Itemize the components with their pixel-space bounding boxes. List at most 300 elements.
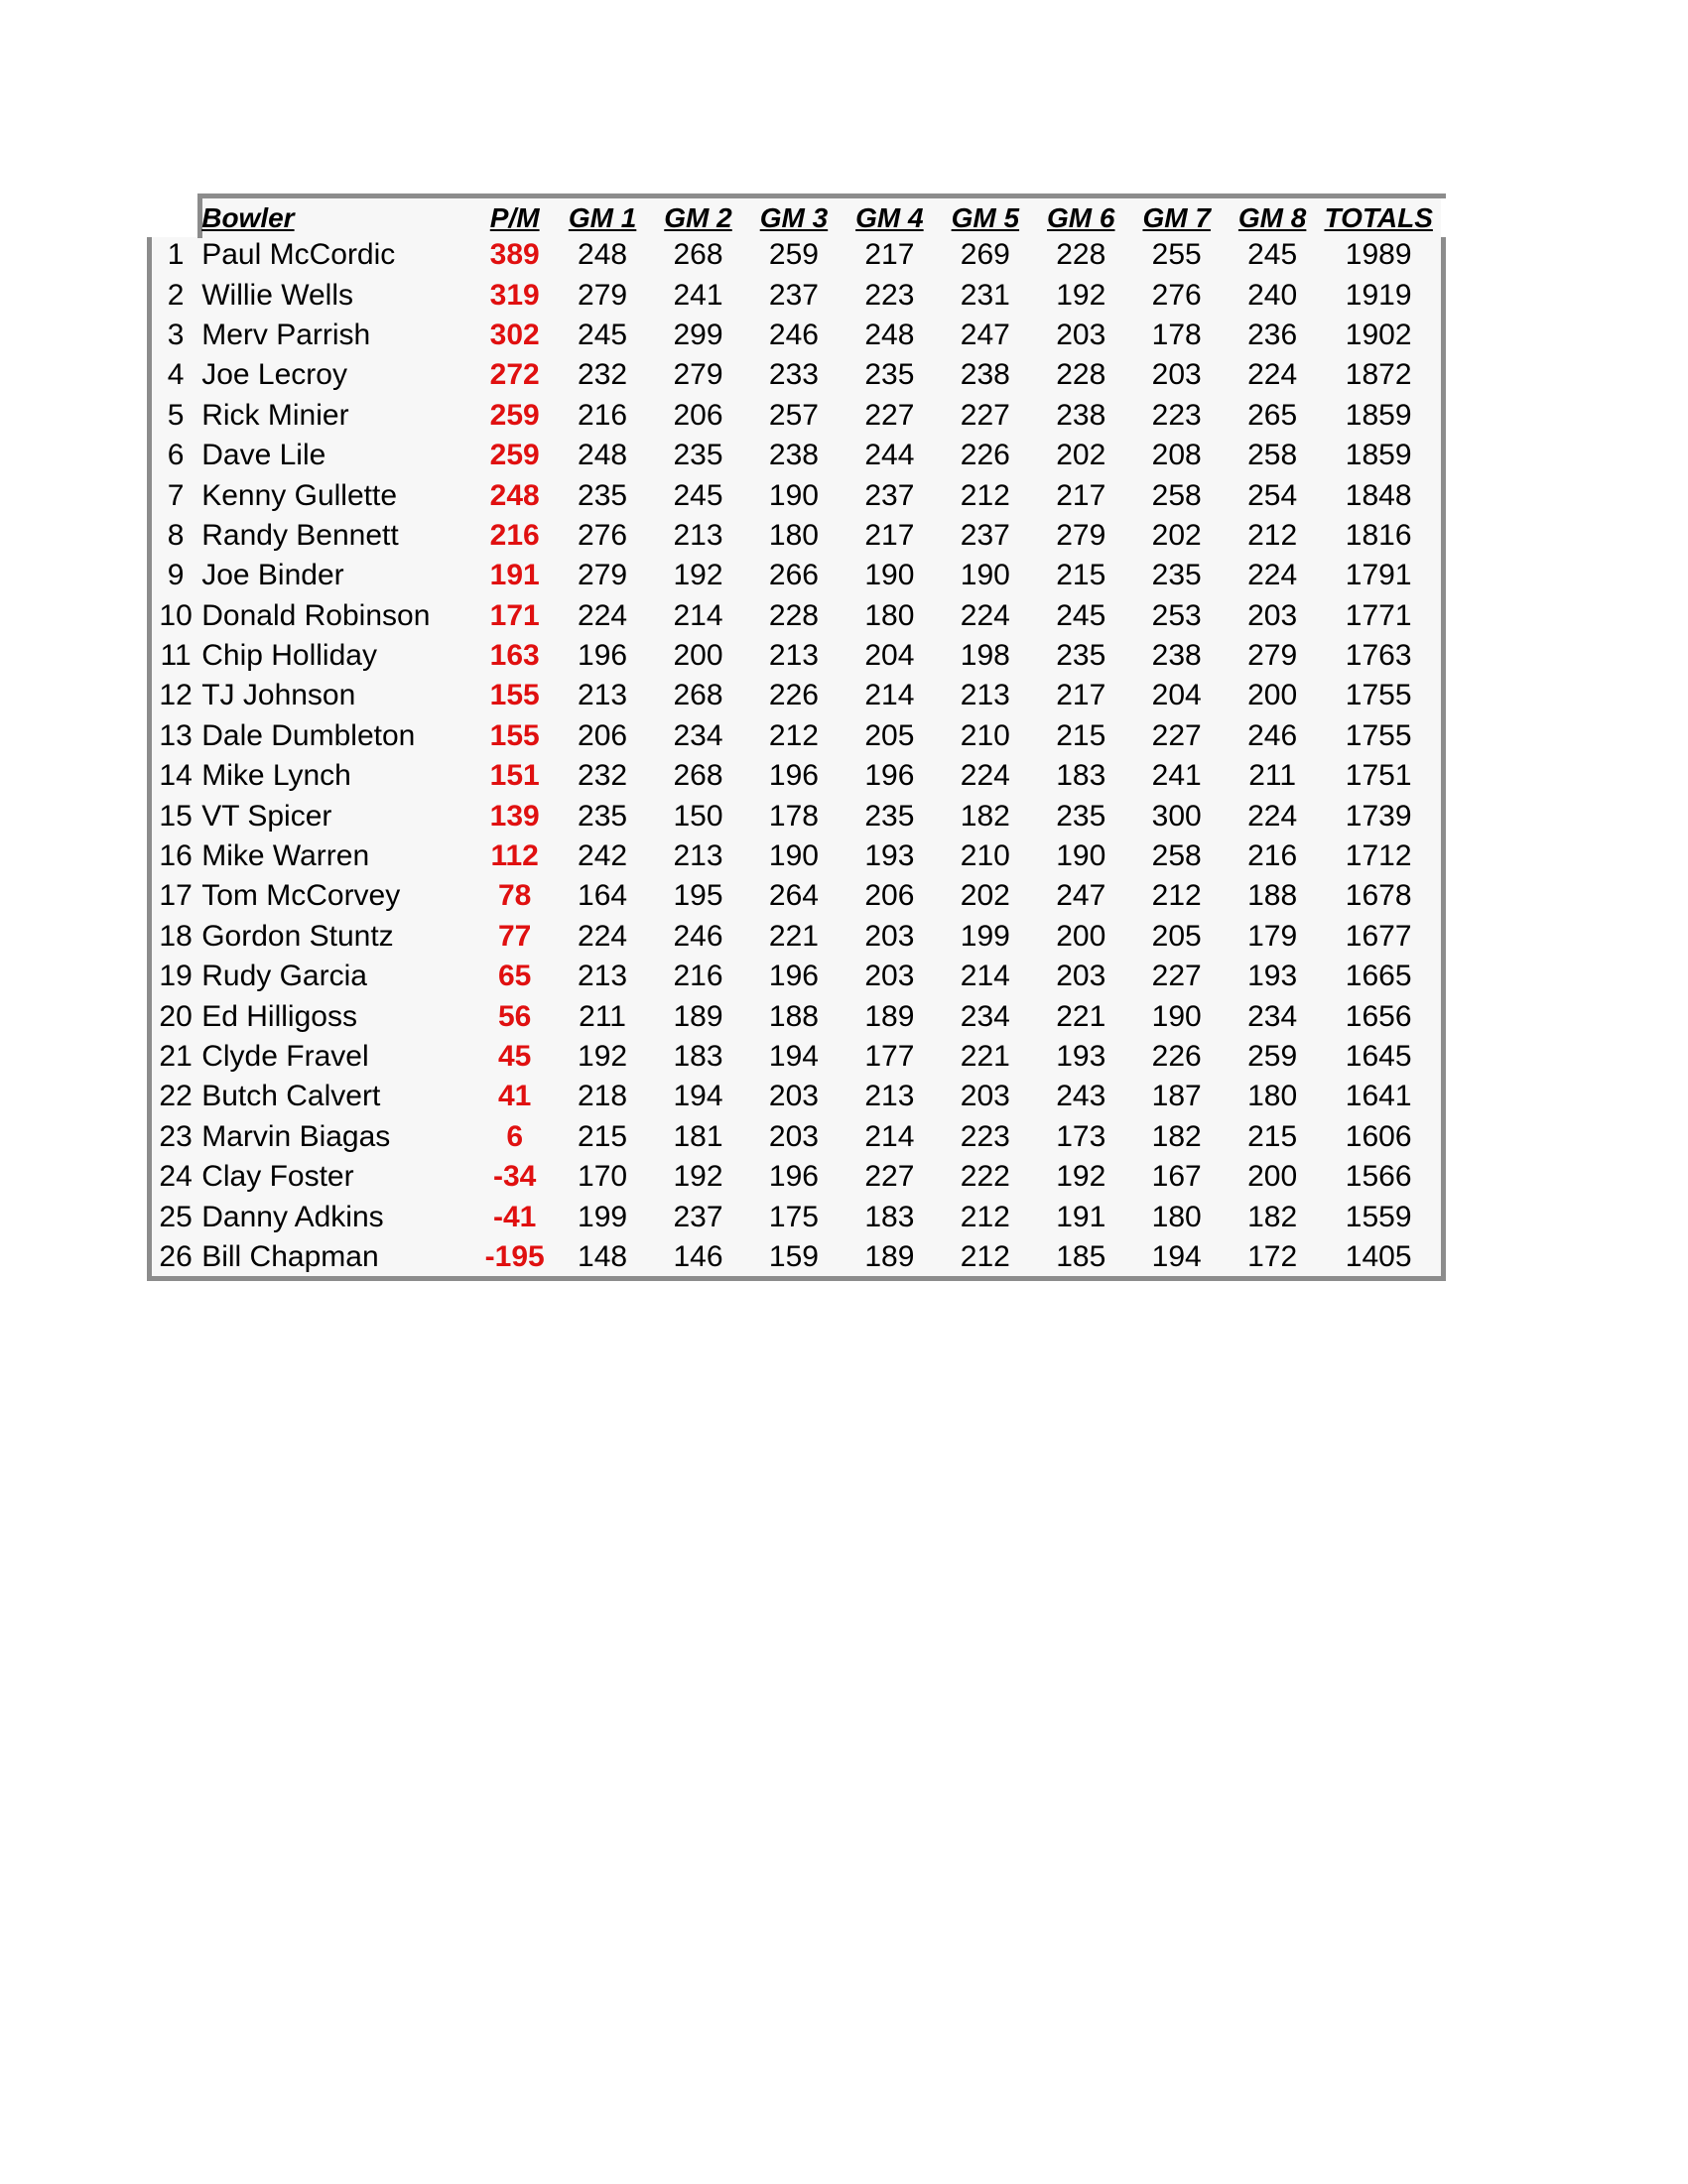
- gm4-cell: 193: [864, 839, 915, 873]
- pm-cell: 139: [489, 799, 540, 833]
- totals-cell: 1677: [1345, 919, 1412, 953]
- gm4-cell: 214: [864, 679, 915, 712]
- rank-cell: 3: [167, 318, 185, 351]
- gm1-cell: 148: [578, 1239, 628, 1273]
- gm3-cell: 178: [768, 799, 819, 833]
- pm-cell: 155: [489, 718, 540, 752]
- gm4-cell: 213: [864, 1080, 915, 1113]
- table-row: [152, 275, 1437, 315]
- totals-cell: 1606: [1345, 1119, 1412, 1153]
- gm3-cell: 259: [768, 238, 819, 272]
- totals-cell: 1678: [1345, 879, 1412, 913]
- rank-cell: 20: [159, 999, 193, 1033]
- gm2-cell: 192: [673, 559, 723, 592]
- gm4-cell: 189: [864, 1239, 915, 1273]
- totals-cell: 1739: [1345, 799, 1412, 833]
- header-gm5: GM 5: [951, 202, 1020, 233]
- gm5-cell: 247: [960, 318, 1010, 351]
- totals-cell: 1919: [1345, 278, 1412, 312]
- gm5-cell: 224: [960, 598, 1010, 632]
- bowler-name-cell: Rudy Garcia: [201, 960, 367, 993]
- bowler-name-cell: Rick Minier: [201, 398, 349, 432]
- gm3-cell: 190: [768, 839, 819, 873]
- gm5-cell: 213: [960, 679, 1010, 712]
- bowler-name-cell: Willie Wells: [201, 278, 354, 312]
- gm8-cell: 265: [1247, 398, 1298, 432]
- gm8-cell: 203: [1247, 598, 1298, 632]
- gm4-cell: 196: [864, 759, 915, 793]
- gm1-cell: 224: [578, 598, 628, 632]
- gm6-cell: 215: [1056, 718, 1106, 752]
- rank-cell: 4: [167, 358, 185, 392]
- totals-cell: 1859: [1345, 398, 1412, 432]
- gm1-cell: 235: [578, 478, 628, 512]
- gm3-cell: 246: [768, 318, 819, 351]
- bowler-name-cell: Mike Lynch: [201, 759, 351, 793]
- table-row: [152, 836, 1437, 876]
- rank-cell: 9: [167, 559, 185, 592]
- gm6-cell: 243: [1056, 1080, 1106, 1113]
- totals-cell: 1559: [1345, 1200, 1412, 1233]
- gm4-cell: 248: [864, 318, 915, 351]
- gm3-cell: 238: [768, 439, 819, 472]
- gm6-cell: 215: [1056, 559, 1106, 592]
- gm6-cell: 228: [1056, 238, 1106, 272]
- gm4-cell: 217: [864, 238, 915, 272]
- gm7-cell: 204: [1151, 679, 1202, 712]
- gm5-cell: 224: [960, 759, 1010, 793]
- gm5-cell: 227: [960, 398, 1010, 432]
- gm1-cell: 232: [578, 759, 628, 793]
- pm-cell: 259: [489, 398, 540, 432]
- gm8-cell: 224: [1247, 799, 1298, 833]
- gm2-cell: 146: [673, 1239, 723, 1273]
- gm3-cell: 226: [768, 679, 819, 712]
- rank-cell: 22: [159, 1080, 193, 1113]
- gm2-cell: 237: [673, 1200, 723, 1233]
- gm6-cell: 203: [1056, 960, 1106, 993]
- gm8-cell: 258: [1247, 439, 1298, 472]
- rank-cell: 2: [167, 278, 185, 312]
- pm-cell: 41: [497, 1080, 532, 1113]
- gm2-cell: 235: [673, 439, 723, 472]
- gm7-cell: 208: [1151, 439, 1202, 472]
- gm8-cell: 216: [1247, 839, 1298, 873]
- gm2-cell: 194: [673, 1080, 723, 1113]
- gm1-cell: 213: [578, 679, 628, 712]
- gm5-cell: 214: [960, 960, 1010, 993]
- gm2-cell: 206: [673, 398, 723, 432]
- gm8-cell: 245: [1247, 238, 1298, 272]
- gm3-cell: 203: [768, 1119, 819, 1153]
- gm4-cell: 203: [864, 960, 915, 993]
- gm4-cell: 244: [864, 439, 915, 472]
- gm8-cell: 224: [1247, 358, 1298, 392]
- bowler-name-cell: VT Spicer: [201, 799, 332, 833]
- gm7-cell: 212: [1151, 879, 1202, 913]
- rank-cell: 19: [159, 960, 193, 993]
- header-gm7: GM 7: [1142, 202, 1211, 233]
- gm7-cell: 258: [1151, 839, 1202, 873]
- rank-cell: 15: [159, 799, 193, 833]
- gm5-cell: 212: [960, 478, 1010, 512]
- gm8-cell: 224: [1247, 559, 1298, 592]
- pm-cell: 171: [489, 598, 540, 632]
- gm1-cell: 279: [578, 559, 628, 592]
- gm4-cell: 183: [864, 1200, 915, 1233]
- gm1-cell: 215: [578, 1119, 628, 1153]
- header-gm1: GM 1: [568, 202, 637, 233]
- gm1-cell: 232: [578, 358, 628, 392]
- gm6-cell: 192: [1056, 1160, 1106, 1194]
- gm7-cell: 300: [1151, 799, 1202, 833]
- pm-cell: 65: [497, 960, 532, 993]
- pm-cell: 45: [497, 1040, 532, 1073]
- frame-top-border: [197, 193, 1446, 198]
- pm-cell: 248: [489, 478, 540, 512]
- pm-cell: 191: [489, 559, 540, 592]
- table-row: [152, 1077, 1437, 1116]
- totals-cell: 1872: [1345, 358, 1412, 392]
- gm6-cell: 279: [1056, 518, 1106, 552]
- table-row: [152, 436, 1437, 475]
- gm5-cell: 210: [960, 718, 1010, 752]
- totals-cell: 1665: [1345, 960, 1412, 993]
- rank-cell: 21: [159, 1040, 193, 1073]
- gm7-cell: 227: [1151, 960, 1202, 993]
- gm7-cell: 180: [1151, 1200, 1202, 1233]
- gm4-cell: 237: [864, 478, 915, 512]
- pm-cell: 259: [489, 439, 540, 472]
- header-row: [152, 201, 1437, 235]
- gm4-cell: 217: [864, 518, 915, 552]
- gm8-cell: 236: [1247, 318, 1298, 351]
- bowler-name-cell: Donald Robinson: [201, 598, 431, 632]
- gm1-cell: 206: [578, 718, 628, 752]
- bowler-name-cell: Dale Dumbleton: [201, 718, 416, 752]
- gm5-cell: 269: [960, 238, 1010, 272]
- table-row: [152, 636, 1437, 676]
- pm-cell: 6: [506, 1119, 524, 1153]
- gm6-cell: 193: [1056, 1040, 1106, 1073]
- table-row: [152, 1237, 1437, 1277]
- gm1-cell: 242: [578, 839, 628, 873]
- gm3-cell: 190: [768, 478, 819, 512]
- bowler-name-cell: Butch Calvert: [201, 1080, 381, 1113]
- gm5-cell: 223: [960, 1119, 1010, 1153]
- pm-cell: -195: [484, 1239, 545, 1273]
- gm7-cell: 238: [1151, 639, 1202, 673]
- gm3-cell: 266: [768, 559, 819, 592]
- gm8-cell: 212: [1247, 518, 1298, 552]
- gm3-cell: 228: [768, 598, 819, 632]
- rank-cell: 24: [159, 1160, 193, 1194]
- gm4-cell: 203: [864, 919, 915, 953]
- bowler-name-cell: Joe Binder: [201, 559, 344, 592]
- bowler-name-cell: Randy Bennett: [201, 518, 399, 552]
- gm7-cell: 276: [1151, 278, 1202, 312]
- rank-cell: 26: [159, 1239, 193, 1273]
- table-row: [152, 316, 1437, 355]
- gm7-cell: 190: [1151, 999, 1202, 1033]
- bowler-name-cell: Marvin Biagas: [201, 1119, 391, 1153]
- gm7-cell: 187: [1151, 1080, 1202, 1113]
- gm6-cell: 185: [1056, 1239, 1106, 1273]
- gm3-cell: 196: [768, 960, 819, 993]
- gm7-cell: 258: [1151, 478, 1202, 512]
- gm8-cell: 180: [1247, 1080, 1298, 1113]
- table-row: [152, 235, 1437, 275]
- pm-cell: 216: [489, 518, 540, 552]
- gm5-cell: 238: [960, 358, 1010, 392]
- gm1-cell: 235: [578, 799, 628, 833]
- bowler-name-cell: Tom McCorvey: [201, 879, 401, 913]
- gm6-cell: 221: [1056, 999, 1106, 1033]
- rank-cell: 13: [159, 718, 193, 752]
- totals-cell: 1859: [1345, 439, 1412, 472]
- table-row: [152, 475, 1437, 515]
- bowler-name-cell: Dave Lile: [201, 439, 326, 472]
- gm6-cell: 217: [1056, 478, 1106, 512]
- gm1-cell: 192: [578, 1040, 628, 1073]
- header-gm2: GM 2: [664, 202, 732, 233]
- gm7-cell: 253: [1151, 598, 1202, 632]
- gm7-cell: 241: [1151, 759, 1202, 793]
- gm5-cell: 198: [960, 639, 1010, 673]
- table-row: [152, 917, 1437, 957]
- gm5-cell: 210: [960, 839, 1010, 873]
- gm4-cell: 190: [864, 559, 915, 592]
- gm6-cell: 245: [1056, 598, 1106, 632]
- gm7-cell: 202: [1151, 518, 1202, 552]
- gm3-cell: 257: [768, 398, 819, 432]
- gm2-cell: 268: [673, 679, 723, 712]
- gm2-cell: 189: [673, 999, 723, 1033]
- table-row: [152, 1157, 1437, 1197]
- gm6-cell: 200: [1056, 919, 1106, 953]
- gm8-cell: 254: [1247, 478, 1298, 512]
- table-row: [152, 716, 1437, 756]
- gm2-cell: 216: [673, 960, 723, 993]
- pm-cell: 302: [489, 318, 540, 351]
- gm6-cell: 247: [1056, 879, 1106, 913]
- gm4-cell: 189: [864, 999, 915, 1033]
- gm1-cell: 216: [578, 398, 628, 432]
- standings-table: [152, 201, 1437, 1277]
- table-row: [152, 756, 1437, 796]
- totals-cell: 1405: [1345, 1239, 1412, 1273]
- gm8-cell: 188: [1247, 879, 1298, 913]
- rank-cell: 18: [159, 919, 193, 953]
- gm7-cell: 223: [1151, 398, 1202, 432]
- gm7-cell: 235: [1151, 559, 1202, 592]
- table-row: [152, 1117, 1437, 1157]
- gm2-cell: 181: [673, 1119, 723, 1153]
- gm5-cell: 199: [960, 919, 1010, 953]
- gm8-cell: 279: [1247, 639, 1298, 673]
- totals-cell: 1751: [1345, 759, 1412, 793]
- bowler-name-cell: TJ Johnson: [201, 679, 356, 712]
- gm5-cell: 234: [960, 999, 1010, 1033]
- gm8-cell: 215: [1247, 1119, 1298, 1153]
- header-totals: TOTALS: [1324, 202, 1433, 233]
- gm2-cell: 234: [673, 718, 723, 752]
- gm7-cell: 167: [1151, 1160, 1202, 1194]
- gm3-cell: 196: [768, 1160, 819, 1194]
- totals-cell: 1848: [1345, 478, 1412, 512]
- gm5-cell: 190: [960, 559, 1010, 592]
- gm3-cell: 180: [768, 518, 819, 552]
- totals-cell: 1791: [1345, 559, 1412, 592]
- table-row: [152, 676, 1437, 715]
- table-row: [152, 876, 1437, 916]
- gm8-cell: 240: [1247, 278, 1298, 312]
- gm1-cell: 196: [578, 639, 628, 673]
- gm8-cell: 179: [1247, 919, 1298, 953]
- gm3-cell: 233: [768, 358, 819, 392]
- pm-cell: 112: [490, 839, 539, 873]
- gm4-cell: 180: [864, 598, 915, 632]
- gm8-cell: 172: [1247, 1239, 1298, 1273]
- rank-cell: 1: [167, 238, 185, 272]
- header-pm: P/M: [489, 202, 540, 233]
- pm-cell: 319: [489, 278, 540, 312]
- rank-cell: 10: [159, 598, 193, 632]
- gm1-cell: 213: [578, 960, 628, 993]
- gm8-cell: 259: [1247, 1040, 1298, 1073]
- gm2-cell: 246: [673, 919, 723, 953]
- gm5-cell: 226: [960, 439, 1010, 472]
- bowler-name-cell: Kenny Gullette: [201, 478, 398, 512]
- table-row: [152, 796, 1437, 835]
- gm3-cell: 264: [768, 879, 819, 913]
- gm6-cell: 238: [1056, 398, 1106, 432]
- gm2-cell: 268: [673, 759, 723, 793]
- bowler-name-cell: Danny Adkins: [201, 1200, 384, 1233]
- gm4-cell: 206: [864, 879, 915, 913]
- totals-cell: 1645: [1345, 1040, 1412, 1073]
- gm6-cell: 217: [1056, 679, 1106, 712]
- gm2-cell: 195: [673, 879, 723, 913]
- gm2-cell: 268: [673, 238, 723, 272]
- gm1-cell: 211: [579, 999, 626, 1033]
- gm6-cell: 173: [1056, 1119, 1106, 1153]
- gm1-cell: 245: [578, 318, 628, 351]
- gm3-cell: 237: [768, 278, 819, 312]
- frame-right-border: [1441, 237, 1446, 1281]
- table-row: [152, 516, 1437, 556]
- bowler-name-cell: Bill Chapman: [201, 1239, 379, 1273]
- gm3-cell: 213: [768, 639, 819, 673]
- bowler-name-cell: Paul McCordic: [201, 238, 396, 272]
- bowler-name-cell: Clay Foster: [201, 1160, 354, 1194]
- rank-cell: 5: [167, 398, 185, 432]
- standings-body: [152, 235, 1437, 1277]
- totals-cell: 1566: [1345, 1160, 1412, 1194]
- bowler-name-cell: Gordon Stuntz: [201, 919, 394, 953]
- table-row: [152, 396, 1437, 436]
- table-row: [152, 957, 1437, 996]
- gm7-cell: 194: [1151, 1239, 1202, 1273]
- gm2-cell: 213: [673, 839, 723, 873]
- gm3-cell: 196: [768, 759, 819, 793]
- gm5-cell: 231: [960, 278, 1010, 312]
- table-row: [152, 1197, 1437, 1236]
- table-row: [152, 996, 1437, 1036]
- gm8-cell: 200: [1247, 1160, 1298, 1194]
- gm3-cell: 212: [768, 718, 819, 752]
- pm-cell: 78: [497, 879, 532, 913]
- rank-cell: 25: [159, 1200, 193, 1233]
- gm2-cell: 214: [673, 598, 723, 632]
- gm2-cell: 241: [673, 278, 723, 312]
- gm2-cell: 245: [673, 478, 723, 512]
- gm3-cell: 188: [768, 999, 819, 1033]
- gm2-cell: 183: [673, 1040, 723, 1073]
- totals-cell: 1816: [1345, 518, 1412, 552]
- gm1-cell: 276: [578, 518, 628, 552]
- gm5-cell: 203: [960, 1080, 1010, 1113]
- totals-cell: 1641: [1345, 1080, 1412, 1113]
- standings-sheet: [147, 193, 1446, 1281]
- gm1-cell: 248: [578, 238, 628, 272]
- table-row: [152, 1037, 1437, 1077]
- gm4-cell: 177: [864, 1040, 915, 1073]
- gm7-cell: 178: [1151, 318, 1202, 351]
- gm4-cell: 227: [864, 1160, 915, 1194]
- totals-cell: 1656: [1345, 999, 1412, 1033]
- pm-cell: 155: [489, 679, 540, 712]
- gm4-cell: 227: [864, 398, 915, 432]
- pm-cell: 77: [497, 919, 532, 953]
- gm1-cell: 199: [578, 1200, 628, 1233]
- gm7-cell: 255: [1151, 238, 1202, 272]
- table-row: [152, 596, 1437, 636]
- gm5-cell: 221: [960, 1040, 1010, 1073]
- pm-cell: 163: [489, 639, 540, 673]
- pm-cell: 151: [489, 759, 540, 793]
- bowler-name-cell: Joe Lecroy: [201, 358, 347, 392]
- header-rank: [152, 201, 199, 235]
- pm-cell: -41: [493, 1200, 537, 1233]
- gm5-cell: 202: [960, 879, 1010, 913]
- rank-cell: 11: [160, 639, 192, 673]
- header-gm6: GM 6: [1047, 202, 1115, 233]
- rank-cell: 8: [167, 518, 185, 552]
- gm8-cell: 200: [1247, 679, 1298, 712]
- pm-cell: 389: [489, 238, 540, 272]
- gm1-cell: 170: [578, 1160, 628, 1194]
- gm3-cell: 221: [768, 919, 819, 953]
- bowler-name-cell: Merv Parrish: [201, 318, 371, 351]
- gm3-cell: 159: [768, 1239, 819, 1273]
- header-gm8: GM 8: [1237, 202, 1307, 233]
- gm2-cell: 279: [673, 358, 723, 392]
- gm3-cell: 175: [768, 1200, 819, 1233]
- gm2-cell: 200: [673, 639, 723, 673]
- rank-cell: 16: [159, 839, 193, 873]
- table-row: [152, 355, 1437, 395]
- gm4-cell: 214: [864, 1119, 915, 1153]
- gm2-cell: 213: [673, 518, 723, 552]
- pm-cell: 272: [489, 358, 540, 392]
- gm7-cell: 205: [1151, 919, 1202, 953]
- pm-cell: 56: [497, 999, 532, 1033]
- header-gm4: GM 4: [855, 202, 924, 233]
- gm6-cell: 228: [1056, 358, 1106, 392]
- gm4-cell: 235: [864, 358, 915, 392]
- gm6-cell: 191: [1056, 1200, 1106, 1233]
